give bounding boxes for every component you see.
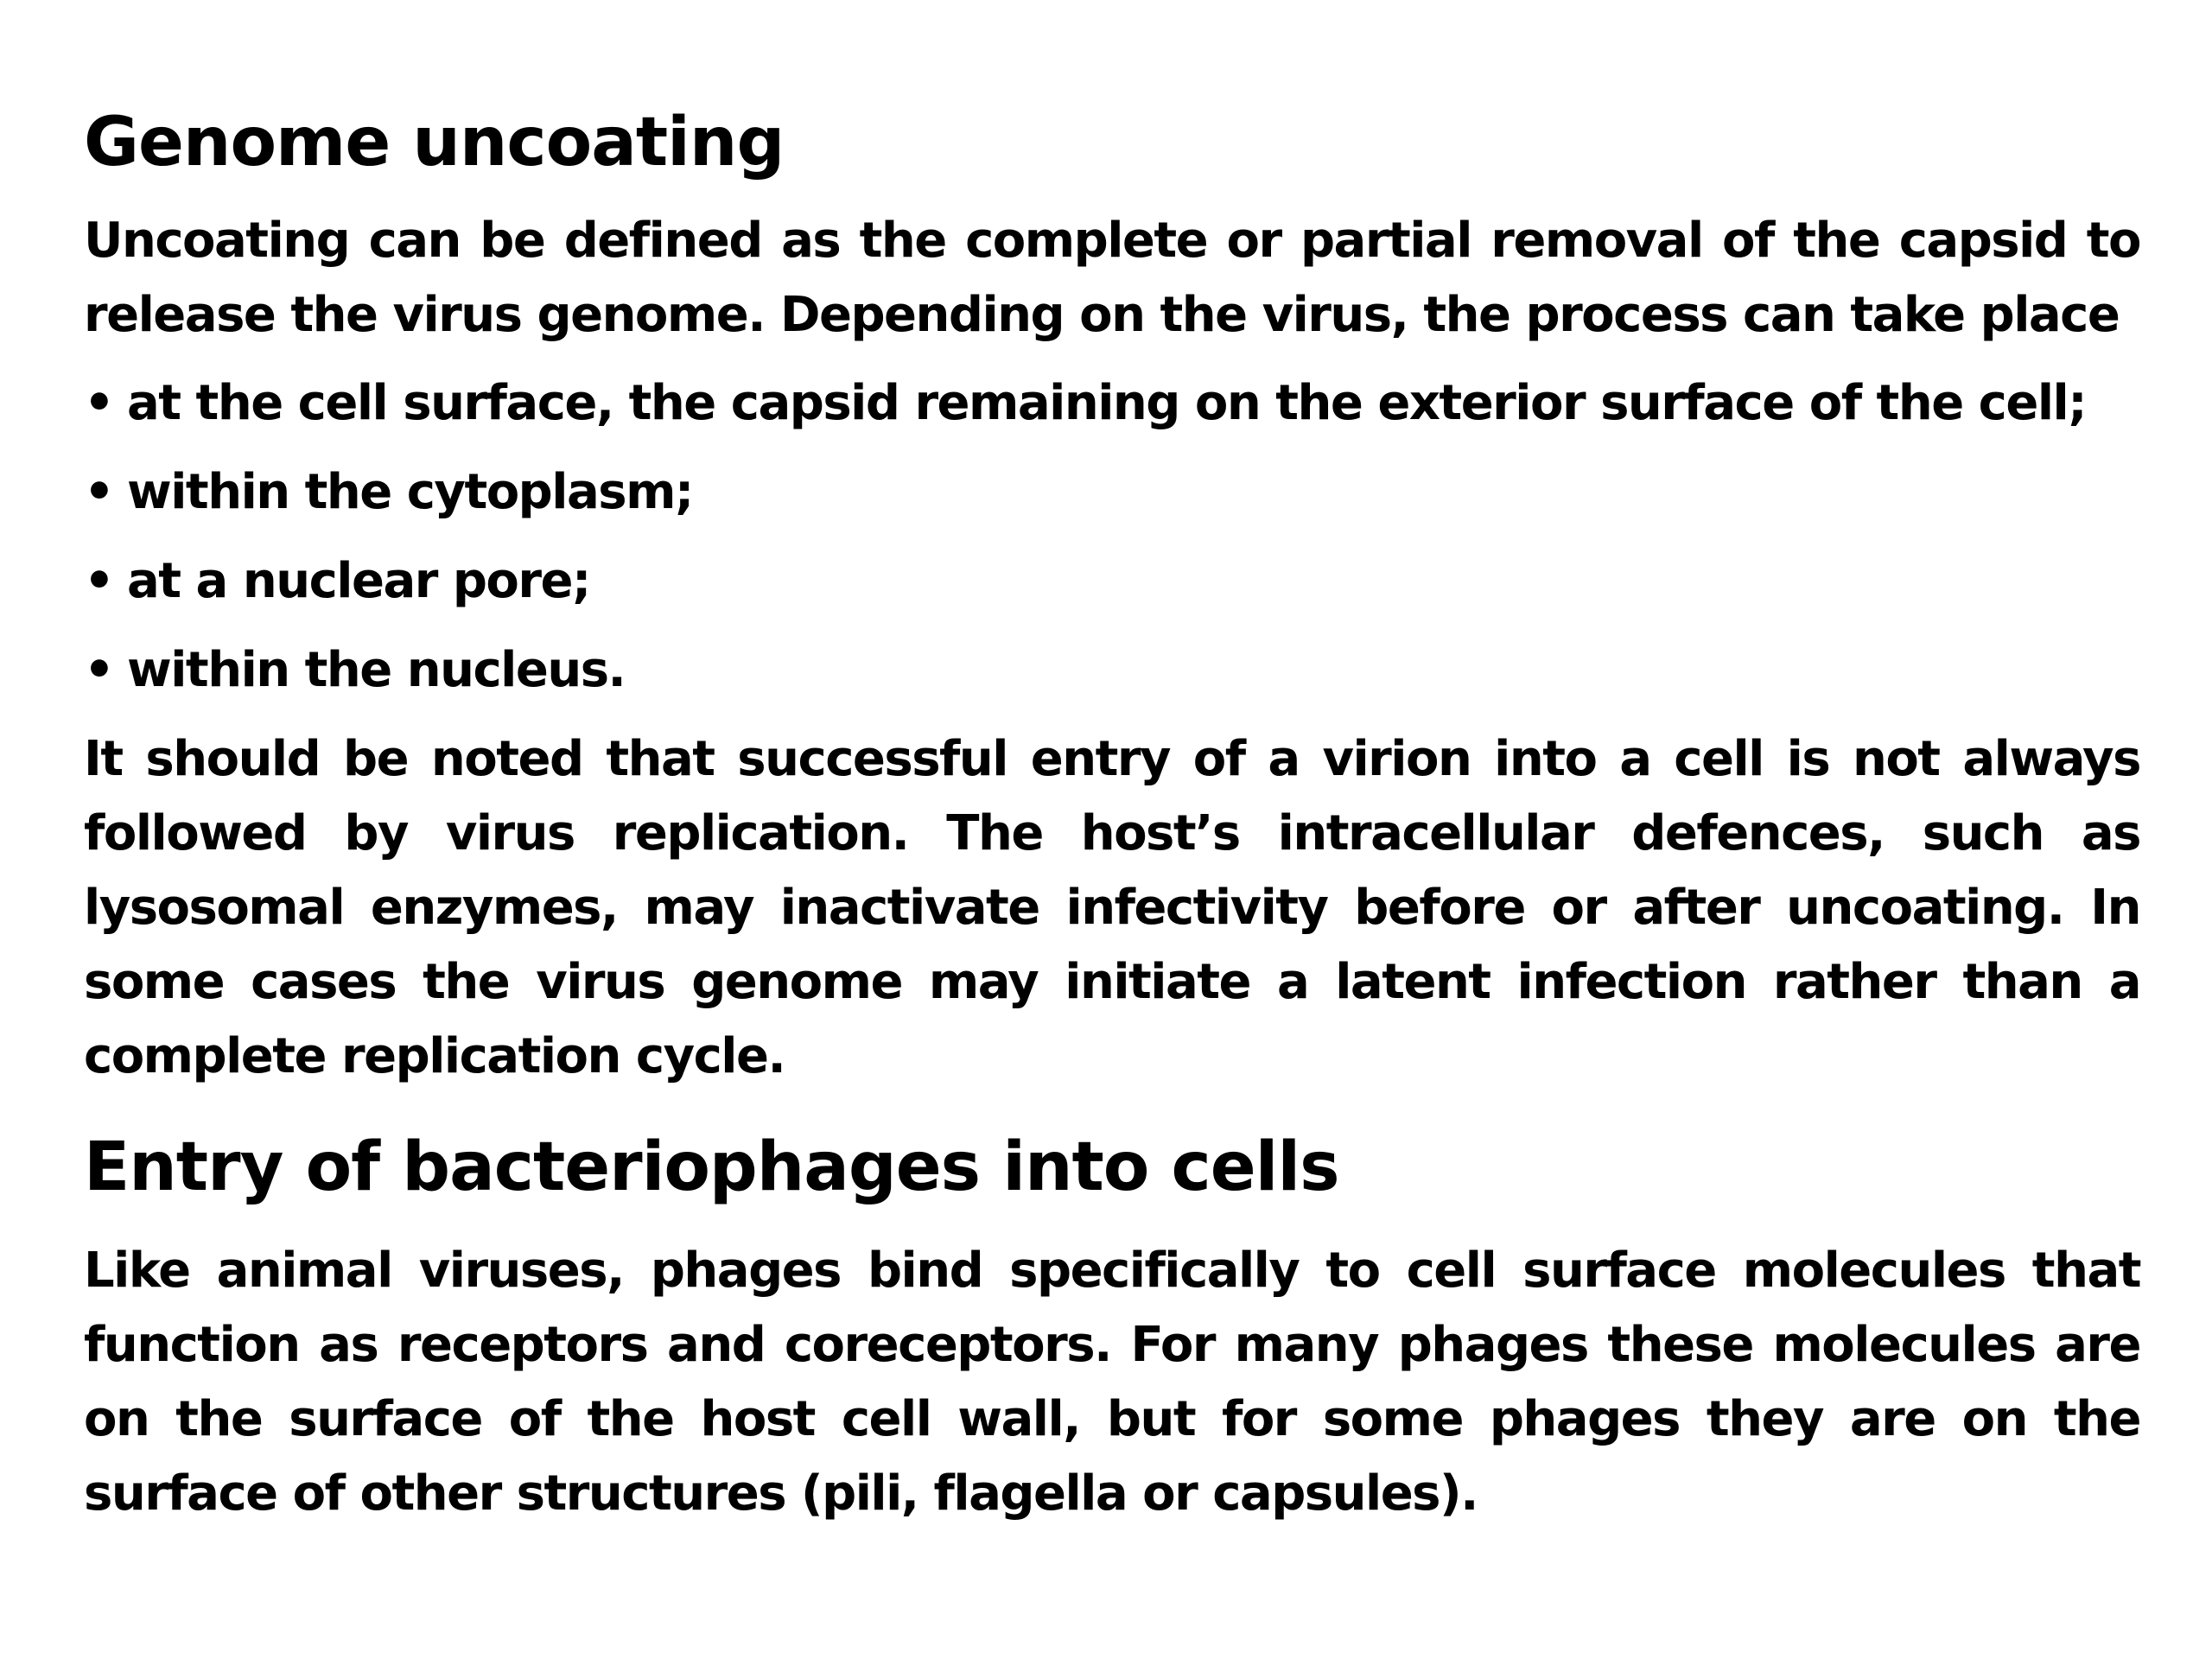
uncoating-location-list bbox=[84, 366, 2140, 708]
paragraph-replication-note: It should be noted that successful entry of a virion into a cell is not always followed by virus replication. The host’s intracellular defences, such as lysosomal enzymes, may inactivate infectivity before or after uncoating. In some cases the virus genome may initiate a latent infection rather than a complete replication cycle. bbox=[84, 731, 2140, 1084]
list-item-text: within the cytoplasm; bbox=[127, 464, 693, 520]
list-item bbox=[84, 544, 2140, 619]
list-item bbox=[84, 366, 2140, 441]
bullet-dot: • bbox=[84, 464, 114, 520]
heading-genome-uncoating: Genome uncoating bbox=[84, 104, 785, 181]
bullet-dot: • bbox=[84, 553, 114, 609]
paragraph-phage-binding: Like animal viruses, phages bind specifically to cell surface molecules that function as receptors and coreceptors. For many phages these molecules are on the surface of the host cell wall, but for some phages they are on the surface of other structures (pili, flagella or capsules). bbox=[84, 1243, 2140, 1522]
bullet-dot: • bbox=[84, 375, 114, 431]
paragraph-uncoating-definition: Uncoating can be defined as the complete or partial removal of the capsid to release the virus genome. Depending on the virus, the process can take place bbox=[84, 213, 2140, 343]
list-item bbox=[84, 633, 2140, 708]
bullet-dot: • bbox=[84, 642, 114, 698]
list-item-text: at a nuclear pore; bbox=[127, 553, 590, 609]
slide-content bbox=[84, 95, 2140, 1531]
heading-bacteriophage-entry: Entry of bacteriophages into cells bbox=[84, 1128, 1339, 1206]
list-item bbox=[84, 455, 2140, 530]
list-item-text: within the nucleus. bbox=[127, 642, 626, 698]
list-item-text: at the cell surface, the capsid remaining on the exterior surface of the cell; bbox=[127, 375, 2087, 431]
